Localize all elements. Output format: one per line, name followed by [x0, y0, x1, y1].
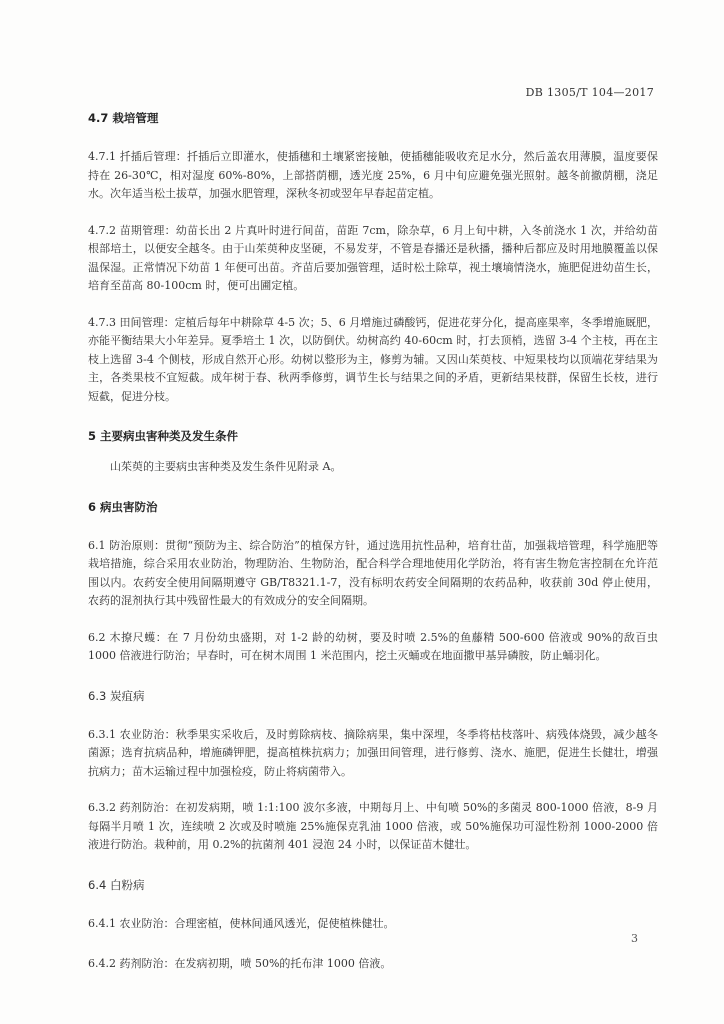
- page-number: 3: [631, 932, 638, 945]
- paragraph-6-3-1: 6.3.1 农业防治：秋季果实采收后，及时剪除病枝、摘除病果，集中深埋，冬季将枯枝落叶、病残体烧毁，减少越冬菌源；选育抗病品种，增施磷钾肥，提高植株抗病力；加强田间管理，进行修剪、浇水、施肥，促进生长健壮，增强抗病力；苗木运输过程中加强检疫，防止将病菌带入。: [88, 727, 658, 778]
- document-body: [88, 110, 658, 974]
- paragraph-6-3-2: 6.3.2 药剂防治：在初发病期，喷 1:1:100 波尔多液，中期每月上、中旬喷 50%的多菌灵 800-1000 倍液，8-9 月每隔半月喷 1 次，连续喷 2 次或及时喷施 25%施保克乳油 1000 倍液，或 50%施保功可湿性粉剂 1000-2000 倍液进行防治。栽种前，用 0.2%的抗菌剂 401 浸泡 24 小时，以保证苗木健壮。: [88, 801, 658, 851]
- paragraph-4-7-3: 4.7.3 田间管理：定植后每年中耕除草 4-5 次；5、6 月增施过磷酸钙，促进花芽分化，提高座果率，冬季增施厩肥，亦能平衡结果大小年差异。夏季培土 1 次，以防倒伏。幼树高约 40-60cm 时，打去顶梢，选留 3-4 个主枝，再在主枝上选留 3-4 个侧枝，形成自然开心形。幼树以整形为主，修剪为辅。又因山茱萸枝、中短果枝均以顶端花芽结果为主，各类果枝不宜短截。成年树于春、秋两季修剪，调节生长与结果之间的矛盾，更新结果枝群，保留生长枝，进行短截，促进分枝。: [88, 315, 658, 403]
- paragraph-6-2: 6.2 木撩尺蠖：在 7 月份幼虫盛期，对 1-2 龄的幼树，要及时喷 2.5%的鱼藤精 500-600 倍液或 90%的敌百虫 1000 倍液进行防治；早春时，可在树木周围 1 米范围内，挖土灭蛹或在地面撒甲基异磷胺，防止蛹羽化。: [88, 630, 658, 662]
- section-heading-5: 5 主要病虫害种类及发生条件: [88, 429, 239, 443]
- paragraph-4-7-1: 4.7.1 扦插后管理：扦插后立即灌水，使插穗和土壤紧密接触，使插穗能吸收充足水分，然后盖农用薄膜，温度要保持在 26-30℃，相对湿度 60%-80%，上部搭荫棚，透光度 25%，6 月中旬应避免强光照射。越冬前撤荫棚，浇足水。次年适当松土拔草，加强水肥管理，深秋冬初或翌年早春起苗定植。: [88, 150, 658, 200]
- paragraph-6-1: 6.1 防治原则：贯彻“预防为主、综合防治”的植保方针，通过选用抗性品种，培育壮苗，加强栽培管理，科学施肥等栽培措施，综合采用农业防治，物理防治、生物防治，配合科学合理地使用化学防治，将有害生物危害控制在允许范围以内。农药安全使用间隔期遵守 GB/T8321.1-7，没有标明农药安全间隔期的农药品种，收获前 30d 停止使用，农药的混剂执行其中残留性最大的有效成分的安全间隔期。: [88, 538, 658, 607]
- paragraph-6-4-1: 6.4.1 农业防治：合理密植，使林间通风透光，促使植株健壮。: [88, 916, 395, 930]
- paragraph-5: 山茱萸的主要病虫害种类及发生条件见附录 A。: [110, 460, 342, 473]
- section-heading-6: 6 病虫害防治: [88, 499, 158, 514]
- paragraph-4-7-2: 4.7.2 苗期管理：幼苗长出 2 片真叶时进行间苗，苗距 7cm，除杂草，6 月上旬中耕，入冬前浇水 1 次，并给幼苗根部培土，以便安全越冬。由于山茱萸种皮坚硬，不易发芽，不管是春播还是秋播，播种后都应及时用地膜覆盖以保温保湿。正常情况下幼苗 1 年便可出苗。齐苗后要加强管理，适时松土除草，视土壤墒情浇水，施肥促进幼苗生长，培育至苗高 80-100cm 时，便可出圃定植。: [88, 223, 658, 292]
- section-heading-6-3: 6.3 炭疽病: [88, 688, 145, 703]
- section-heading-4-7: 4.7 栽培管理: [88, 111, 159, 125]
- section-heading-6-4: 6.4 白粉病: [88, 877, 145, 892]
- paragraph-6-4-2: 6.4.2 药剂防治：在发病初期，喷 50%的托布津 1000 倍液。: [88, 957, 392, 970]
- document-code: DB 1305/T 104—2017: [525, 86, 654, 99]
